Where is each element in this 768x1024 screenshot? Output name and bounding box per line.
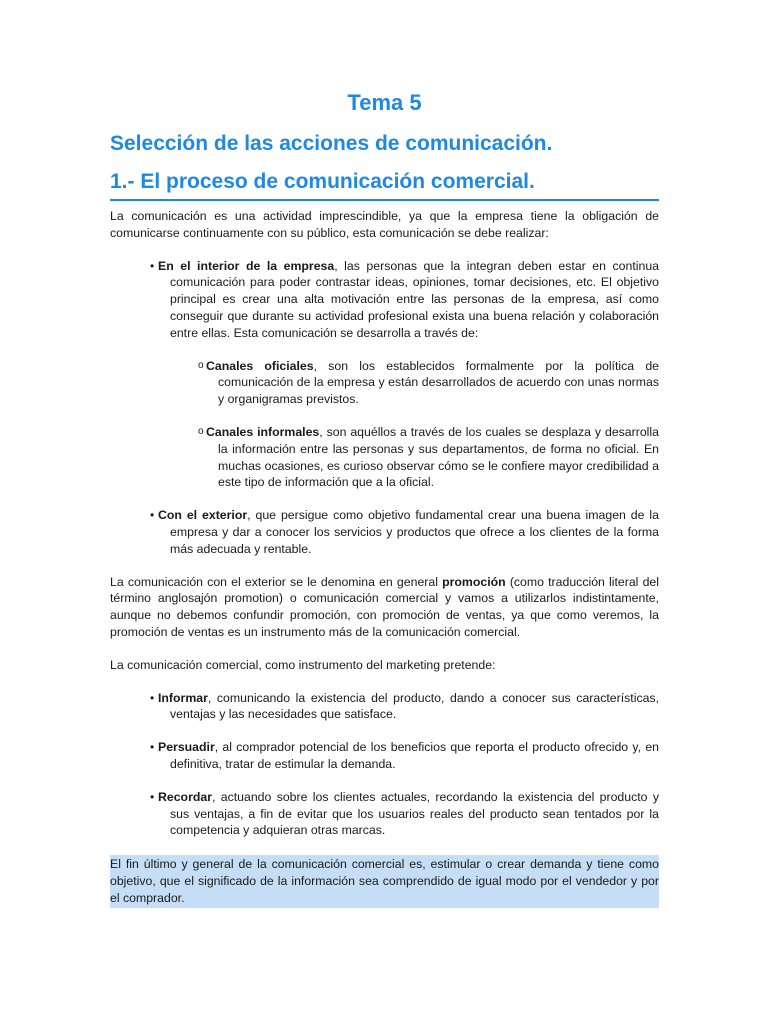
document-page — [110, 88, 659, 908]
communication-scope-list — [110, 258, 659, 558]
channels-sublist — [158, 358, 659, 492]
highlighted-conclusion: El fin último y general de la comunicación comercial es, estimular o crear demanda y tiene como objetivo, que el significado de la información sea comprendido de igual modo por el vendedor y por el comprador. — [110, 855, 659, 907]
list-item — [150, 789, 659, 839]
intro-paragraph: La comunicación es una actividad imprescindible, ya que la empresa tiene la obligación de comunicarse continuamente con su público, esta comunicación se debe realizar: — [110, 209, 659, 240]
objectives-list — [110, 690, 659, 840]
marketing-paragraph: La comunicación comercial, como instrumento del marketing pretende: — [110, 657, 496, 672]
promotion-paragraph: La comunicación con el exterior se le denomina en general promoción (como traducción literal del término anglosajón promotion) o comunicación comercial y vamos a utilizarlos indistintamente, aunque no debemos confundir promoción, con promoción de ventas, ya que como veremos, la promoción de ventas es un instrumento más de la comunicación comercial. — [110, 574, 659, 639]
list-item-text: , que persigue como objetivo fundamental crear una buena imagen de la empresa y dar a conocer los servicios y productos que ofrece a los clientes de la forma más adecuada y rentable. — [170, 508, 659, 556]
list-item-text: , al comprador potencial de los beneficios que reporta el producto ofrecido y, en definitiva, tratar de estimular la demanda. — [170, 740, 659, 771]
list-item-text: , comunicando la existencia del producto, dando a conocer sus características, ventajas y las necesidades que satisface. — [170, 690, 659, 722]
bullet-icon: • — [150, 258, 155, 273]
list-item-title: En el interior de la empresa — [158, 258, 335, 273]
sublist-item-text: , son los establecidos formalmente por la política de comunicación de la empresa y están desarrollados de acuerdo con unas normas y organigramas previstos. — [218, 358, 660, 407]
bullet-icon: • — [150, 508, 155, 523]
circle-bullet-icon: o — [198, 359, 204, 371]
list-item-title: Persuadir — [158, 740, 215, 755]
sublist-item-title: Canales oficiales — [206, 358, 314, 373]
sublist-item-text: , son aquéllos a través de los cuales se desplaza y desarrolla la información entre las personas y sus departamentos, de forma no oficial. En muchas ocasiones, es curioso observar cómo se le confiere mayor credibilidad a este tipo de información que a la oficial. — [218, 424, 659, 490]
page-subtitle: Selección de las acciones de comunicación. — [110, 132, 553, 155]
list-item-text: , las personas que la integran deben estar en continua comunicación para poder contrastar ideas, opiniones, tomar decisiones, etc. El objetivo principal es crear una alta motivación entre las personas de la empresa, así como conseguir que durante su actividad profesional exista una buena relación y colaboración entre ellas. Esta comunicación se desarrolla a través de: — [170, 258, 660, 340]
page-title: Tema 5 — [347, 90, 422, 115]
sublist-item-title: Canales informales — [206, 424, 320, 439]
list-item-title: Recordar — [158, 789, 212, 804]
section-heading: 1.- El proceso de comunicación comercial. — [110, 168, 659, 201]
sublist-item — [198, 424, 659, 491]
list-item — [150, 690, 659, 724]
list-item — [150, 507, 659, 557]
circle-bullet-icon: o — [198, 425, 204, 437]
list-item-title: Informar — [158, 690, 208, 705]
promotion-term: promoción — [442, 574, 506, 589]
bullet-icon: • — [150, 789, 155, 804]
list-item-text: , actuando sobre los clientes actuales, recordando la existencia del producto y sus ventajas, a fin de evitar que los usuarios reales del producto sean tentados por la competencia y adquieran otras marcas. — [170, 789, 659, 838]
list-item — [150, 739, 659, 773]
list-item — [150, 258, 659, 492]
bullet-icon: • — [150, 690, 155, 705]
sublist-item — [198, 358, 659, 408]
list-item-title: Con el exterior — [158, 508, 248, 523]
bullet-icon: • — [150, 740, 155, 755]
